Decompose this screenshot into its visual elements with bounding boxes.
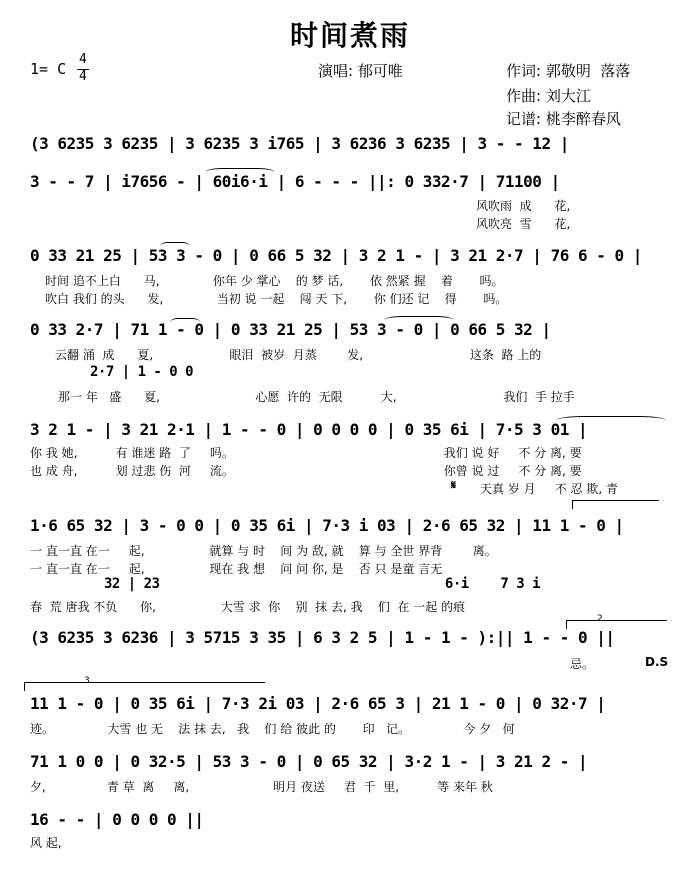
stave-notes: 16 - - | 0 0 0 0 || [30,810,204,829]
lyric-line: 天真 岁 月 不 忍 欺, 青 [480,482,618,496]
lyric-line: 吹白 我们 的头 发, 当初 说 一起 闯 天 下, 你 们还 记 得 吗。 [45,292,508,306]
lyric-line: 你 我 她, 有 谁迷 路 了 吗。 我们 说 好 不 分 离, 要 [30,446,582,460]
composer-credit: 作曲: 刘大江 [506,87,591,105]
lyricist-credit: 作词: 郭敬明 落落 [506,62,631,80]
lyric-line: 一 直一直 在一 起, 就算 与 时 间 为 敌, 就 算 与 全世 界背 离。 [30,544,497,558]
lyric-line: 那一 年 盛 夏, 心愿 许的 无限 大, 我们 手 拉手 [58,390,575,404]
time-signature-bottom: 4 [79,69,87,84]
lyric-line: 忌。 [570,657,595,671]
transcriber-credit: 记谱: 桃李醉春风 [506,110,621,128]
alt-notes: 2·7 | 1 - 0 0 [90,364,194,380]
page-title: 时间煮雨 [289,19,410,52]
segno-icon: 𝄋 [451,478,457,492]
stave-notes: (3 6235 3 6236 | 3 5715 3 35 | 6 3 2 5 | 1 - 1 - ):|| 1 - - 0 || [30,628,615,647]
stave-notes: 11 1 - 0 | 0 35 6i | 7·3 2i 03 | 2·6 65 3 | 21 1 - 0 | 0 32·7 | [30,694,606,713]
lyric-line: 夕, 青 草 离 离, 明月 夜送 君 千 里, 等 来年 秋 [30,780,493,794]
slur [160,242,190,251]
stave-notes: 0 33 2·7 | 71 1 - 0 | 0 33 21 25 | 53 3 - 0 | 0 66 5 32 | [30,320,551,339]
lyric-line: 一 直一直 在一 起, 现在 我 想 问 问 你, 是 否 只 是童 言无 [30,562,443,576]
ending-number: 2 [597,614,603,624]
slur [170,318,200,327]
slur [205,168,275,177]
stave-notes: 71 1 0 0 | 0 32·5 | 53 3 - 0 | 0 65 32 | 3·2 1 - | 3 21 2 - | [30,752,588,771]
time-signature-top: 4 [79,52,87,67]
second-ending-bracket [566,620,667,629]
da-segno-mark: D.S [645,655,669,669]
stave-notes: 3 - - 7 | i7656 - | 60i6·i | 6 - - - ||: 0 332·7 | 71100 | [30,172,560,191]
lyric-line: 春 荒 唐我 不负 你, 大雪 求 你 别 抹 去, 我 们 在 一起 的痕 [30,600,466,614]
lyric-line: 风吹亮 雪 花, [476,217,571,231]
lyric-line: 风 起, [30,836,62,850]
slur [384,316,454,325]
stave-notes: 3 2 1 - | 3 21 2·1 | 1 - - 0 | 0 0 0 0 | 0 35 6i | 7·5 3 01 | [30,420,588,439]
alt-notes: 32 | 23 6·i 7 3 i [104,576,541,592]
key-signature: 1= C [30,60,67,78]
singer-credit: 演唱: 郁可唯 [318,62,403,80]
lyric-line: 云翻 涌 成 夏, 眼泪 被岁 月蒸 发, 这条 路 上的 [55,348,542,362]
lyric-line: 也 成 舟, 划 过悲 伤 河 流。 你曾 说 过 不 分 离, 要 [30,464,582,478]
third-ending-bracket [24,682,265,691]
lyric-line: 迹。 大雪 也 无 法 抹 去, 我 们 给 彼此 的 印 记。 今 夕 何 [30,722,515,736]
stave-notes: (3 6235 3 6235 | 3 6235 3 i765 | 3 6236 3 6235 | 3 - - 12 | [30,134,569,153]
lyric-line: 时间 追不上白 马, 你年 少 掌心 的 梦 话, 依 然紧 握 着 吗。 [45,274,504,288]
stave-notes: 1·6 65 32 | 3 - 0 0 | 0 35 6i | 7·3 i 03 | 2·6 65 32 | 11 1 - 0 | [30,516,624,535]
ending-number: 3 [84,676,90,686]
stave-notes: 0 33 21 25 | 53 3 - 0 | 0 66 5 32 | 3 2 1 - | 3 21 2·7 | 76 6 - 0 | [30,246,642,265]
first-ending-bracket [572,500,659,509]
lyric-line: 风吹雨 成 花, [476,199,571,213]
slur [556,416,666,425]
